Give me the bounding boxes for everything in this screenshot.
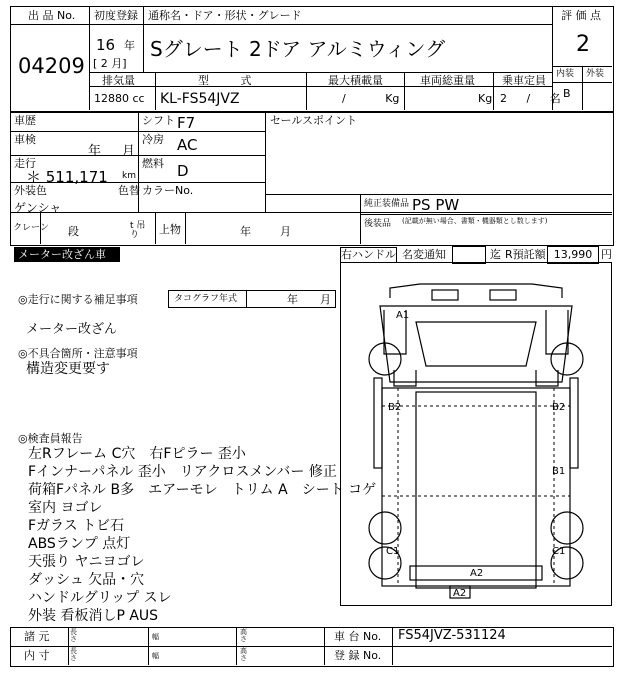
inspector-line: Fインナーパネル 歪小 リアクロスメンバー 修正	[28, 464, 337, 480]
first-reg-month: [ 2 月]	[93, 57, 127, 70]
recycle-label: R預託額	[505, 248, 546, 261]
interior-length-label: 長さ	[70, 647, 77, 662]
fuel-label: 燃料	[142, 157, 164, 170]
tachograph-label: タコグラフ年式	[174, 294, 238, 304]
aircon-label: 冷房	[142, 133, 164, 146]
dims-height-label: 高さ	[240, 628, 247, 643]
shift-label: シフト	[142, 114, 175, 127]
name-change-label: 名変通知	[402, 248, 446, 261]
meter-tampered-banner: メーター改ざん車	[14, 247, 120, 262]
crane-ton: t 吊り	[130, 221, 146, 240]
lot-label: 出 品 No.	[28, 9, 76, 22]
inspector-line: 室内 ヨゴレ	[28, 500, 103, 516]
inspector-line: 天張り ヤニヨゴレ	[28, 554, 145, 570]
first-reg-label: 初度登録	[94, 9, 138, 22]
inspection-label: 車検	[14, 133, 36, 146]
crane-stage: 段	[68, 225, 79, 238]
mileage-unit: km	[122, 171, 136, 181]
dims-width-label: 幅	[152, 633, 159, 641]
max-load-value: / Kg	[342, 92, 400, 105]
interior-height-label: 高さ	[240, 647, 247, 662]
tachograph-year: 年	[287, 293, 298, 306]
inspector-line: 外装 看板消しP AUS	[28, 608, 159, 624]
inspector-line: 左Rフレーム C穴 右Fピラー 歪小	[28, 446, 246, 462]
interior-width-label: 幅	[152, 652, 159, 660]
aftermarket-note: (記載が無い場合、書類・機器類とし数します)	[402, 217, 548, 225]
mileage-label: 走行	[14, 157, 36, 170]
inspector-line: ハンドルグリップ スレ	[28, 590, 172, 606]
fuel-value: D	[177, 162, 189, 180]
chassis-label: 車 台 No.	[334, 630, 382, 643]
recycle-unit: 円	[601, 248, 612, 261]
footer-frame	[10, 627, 614, 667]
aftermarket-label: 後装品	[364, 219, 392, 229]
inspector-line: ABSランプ 点灯	[28, 536, 131, 552]
dims-length-label: 長さ	[70, 628, 77, 643]
crane-month: 月	[280, 225, 291, 238]
color-value: ゲンシャ	[14, 201, 62, 215]
equipment-value: PS PW	[412, 196, 460, 214]
inspector-report-label: ◎検査員報告	[18, 432, 83, 445]
damage-mark-b1: B1	[552, 466, 566, 477]
truck-damage-diagram	[340, 262, 612, 606]
damage-mark-b2-left: B2	[388, 402, 402, 413]
exterior-label: 外装	[586, 69, 605, 79]
equipment-label: 純正装備品	[364, 199, 410, 209]
gross-weight-label: 車両総重量	[420, 74, 475, 87]
model-name-label: 通称名・ドア・形状・グレード	[148, 9, 302, 22]
max-load-label: 最大積載量	[328, 74, 383, 87]
recycle-value: 13,990	[547, 246, 599, 264]
color-label: 外装色	[14, 184, 47, 197]
capacity-label: 乗車定員	[502, 74, 546, 87]
damage-mark-c1-left: C1	[386, 546, 400, 557]
driving-notes-label: ◎走行に関する補足事項	[18, 293, 138, 306]
history-label: 車歴	[14, 114, 36, 127]
displacement-label: 排気量	[102, 74, 135, 87]
color-change-label: 色替	[118, 184, 140, 197]
inspector-line: ダッシュ 欠品・穴	[28, 572, 145, 588]
capacity-value: 2 / 名	[500, 92, 561, 105]
defects-label: ◎不具合箇所・注意事項	[18, 347, 138, 360]
damage-mark-a1: A1	[396, 310, 410, 321]
color-no-label: カラーNo.	[142, 184, 194, 197]
crane-year: 年	[240, 225, 251, 238]
damage-mark-b2-right: B2	[552, 402, 566, 413]
gross-weight-value: Kg	[478, 92, 493, 105]
mileage-value: ＊ 511,171	[26, 168, 108, 186]
displacement-value: 12880 cc	[94, 92, 145, 105]
grade-value: 2	[576, 32, 590, 57]
aircon-value: AC	[177, 136, 198, 154]
inspection-month: 月	[122, 144, 136, 159]
damage-mark-c1-right: C1	[552, 546, 566, 557]
crane-label: クレーン	[13, 223, 49, 233]
interior-dims-label: 内 寸	[24, 649, 50, 662]
registration-label: 登 録 No.	[334, 649, 382, 662]
first-reg-year: 16	[96, 36, 116, 54]
interior-label: 内装	[556, 69, 575, 79]
sales-points-label: セールスポイント	[270, 114, 358, 127]
inspector-line: Fガラス トビ石	[28, 518, 125, 534]
tachograph-month: 月	[320, 293, 331, 306]
type-label: 型 式	[198, 74, 266, 87]
interior-grade: B	[563, 87, 571, 100]
defects-note: 構造変更要す	[26, 361, 110, 377]
damage-mark-a2-tail: A2	[453, 588, 467, 599]
grade-label: 評 価 点	[561, 9, 601, 22]
shift-value: F7	[177, 114, 196, 132]
deposit-label: 迄	[490, 248, 501, 261]
damage-mark-a2-bed: A2	[470, 568, 484, 579]
dims-label: 諸 元	[24, 630, 50, 643]
crane-mount-label: 上物	[159, 223, 181, 236]
inspection-year: 年	[88, 144, 102, 159]
model-name: Sグレート 2ドア アルミウィング	[150, 37, 446, 61]
chassis-value: FS54JVZ-531124	[398, 628, 506, 643]
steering-label: 右ハンドル	[341, 248, 396, 261]
inspector-line: 荷箱Fパネル B多 エアーモレ トリム A シート コゲ	[28, 482, 377, 498]
type-value: KL-FS54JVZ	[160, 91, 240, 107]
driving-note: メーター改ざん	[26, 322, 118, 337]
year-unit: 年	[124, 39, 135, 52]
lot-number: 04209	[18, 54, 85, 78]
